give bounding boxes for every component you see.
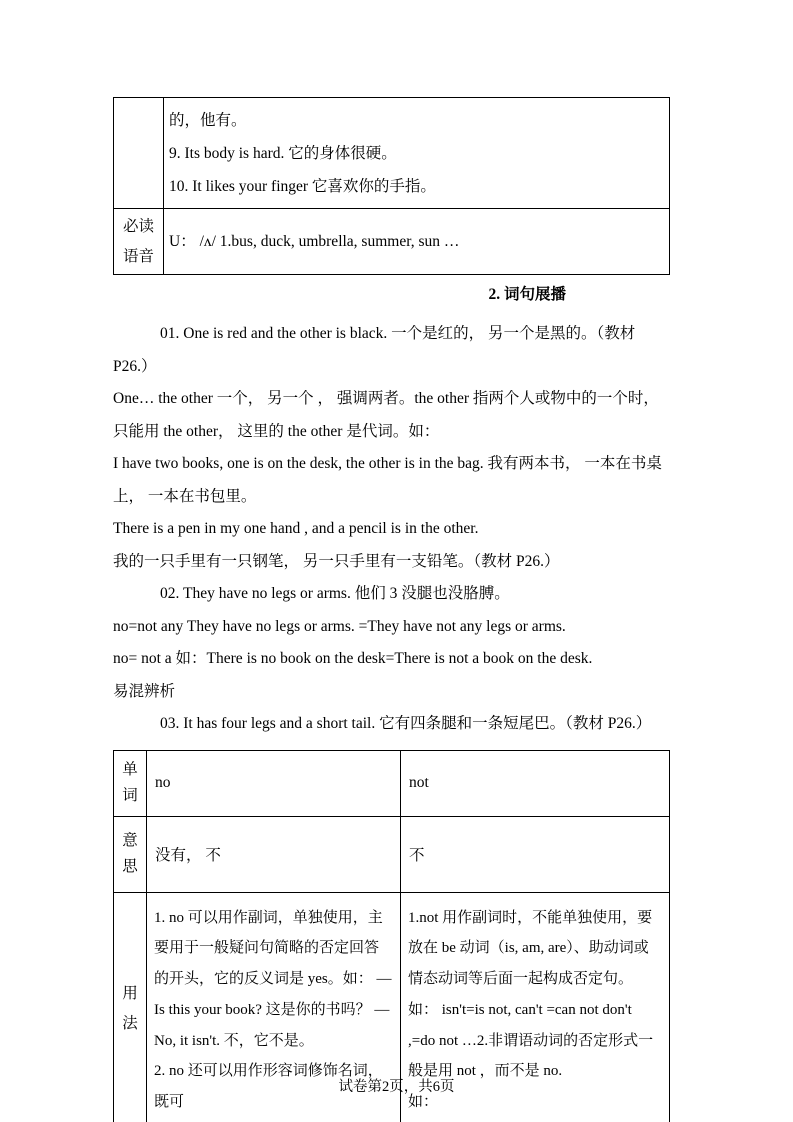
paragraph-example-pen: There is a pen in my one hand , and a pencil is in the other. [113,520,479,537]
row-header-char: 用 [122,985,138,1003]
paragraph-03: 03. It has four legs and a short tail. 它有四条腿和一条短尾巴。（教材 P26.） [160,715,652,732]
phonetics-content-cell [164,209,670,275]
empty-header-cell [114,98,164,209]
continuation-cell [164,98,670,209]
row-header-word [114,750,147,816]
paragraph-explanation-one-other: One… the other 一个， 另一个 ， 强调两者。the other 指两个人或物中的一个时，只能用 the other， 这里的 the other 是代词。如： [113,390,659,440]
table-row-word [114,750,670,816]
cell-meaning-no: 没有， 不 [147,816,401,892]
row-header-char: 词 [122,787,138,804]
paragraph-01: 01. One is red and the other is black. 一个是红的， 另一个是黑的。（教材 P26.） [113,325,636,375]
phonetics-content: U： /ʌ/ 1.bus, duck, umbrella, summer, sun … [169,233,460,250]
usage-no-block: 1. no 可以用作副词，单独使用，主要用于一般疑问句简略的否定回答的开头，它的反义词是 yes。如： —Is this your book? 这是你的书吗？ —No, it isn't. 不，它不是。 [154,909,392,1049]
paragraph-comparison-label: 易混辨析 [113,682,176,700]
paragraph-no-not-a: no= not a 如：There is no book on the desk=There is not a book on the desk. [113,650,593,667]
continuation-line: 9. Its body is hard. 它的身体很硬。 [169,145,397,162]
phonetics-header-cell [114,209,164,275]
table-row-meaning [114,816,670,892]
table-row-continuation [114,98,670,209]
cell-meaning-not: 不 [401,816,670,892]
continuation-line: 10. It likes your finger 它喜欢你的手指。 [169,178,436,195]
paragraph-no-not-any: no=not any They have no legs or arms. =They have not any legs or arms. [113,617,566,635]
row-header-char: 思 [122,858,138,875]
row-header-char: 意 [122,832,138,849]
phonetics-header-line: 必读 [122,217,154,235]
row-header-char: 法 [122,1015,138,1033]
page-footer: 试卷第2页，共6页 [338,1079,455,1095]
row-header-meaning [114,816,147,892]
paragraph-02: 02. They have no legs or arms. 他们 3 没腿也没胳膊。 [160,585,510,602]
paragraph-example-pen-translation: 我的一只手里有一只钢笔， 另一只手里有一支铅笔。（教材 P26.） [113,552,560,570]
no-not-comparison-table [113,750,670,1122]
cell-word-not: not [401,750,670,816]
page-content [113,97,670,1122]
table-row-phonetics [114,209,670,275]
cell-word-no: no [147,750,401,816]
pronunciation-table [113,97,670,275]
row-header-char: 单 [122,761,138,778]
phonetics-header-line: 语音 [122,247,154,265]
usage-not-block: 1.not 用作副词时，不能单独使用，要放在 be 动词（is, am, are）、助动词或情态动词等后面一起构成否定句。如： isn't=is not, can't =can not don't ,=do not …2.非谓语动词的否定形式一般是用 not ，而不是 no. [408,909,654,1080]
paragraph-example-books: I have two books, one is on the desk, the other is in the bag. 我有两本书， 一本在书桌上， 一本在书包里。 [113,455,662,505]
usage-not-block: 如： [408,1094,439,1111]
paragraph-block [113,318,670,741]
section-heading: 2. 词句展播 [488,286,566,303]
usage-no-block: 2. no 还可以用作形容词修饰名词，既可 [154,1063,383,1111]
continuation-line: 的，他有。 [169,112,247,129]
